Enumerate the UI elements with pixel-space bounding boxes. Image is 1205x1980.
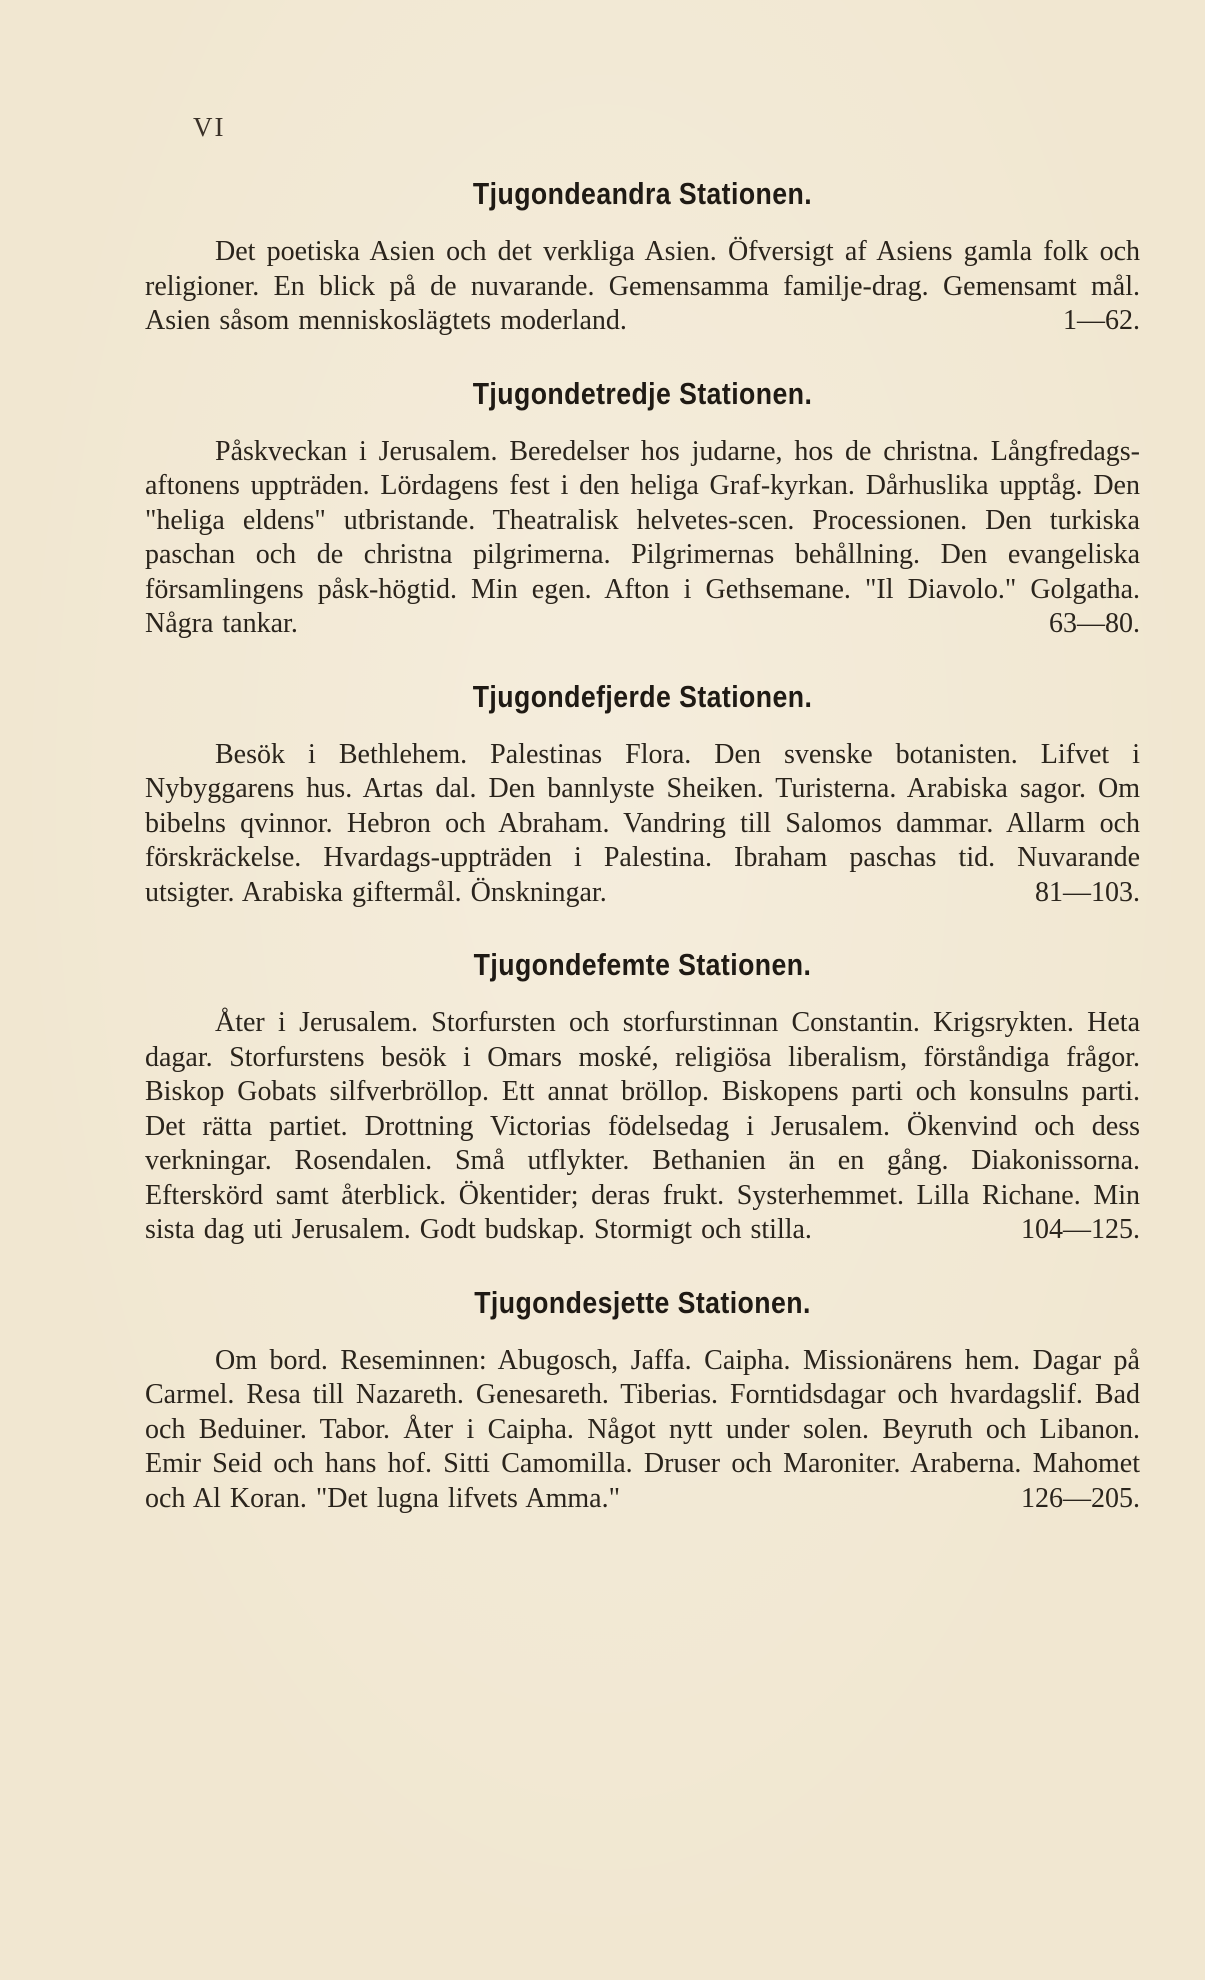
section-title: Tjugondefjerde Stationen. — [472, 678, 813, 714]
page-range: 104—125. — [1021, 1214, 1140, 1245]
page-range: 126—205. — [1021, 1482, 1140, 1514]
toc-section — [145, 175, 1140, 339]
section-summary — [145, 235, 1140, 339]
section-summary — [145, 1006, 1140, 1248]
section-title: Tjugondefemte Stationen. — [473, 947, 812, 982]
section-title: Tjugondesjette Stationen. — [474, 1284, 811, 1320]
section-title: Tjugondeandra Stationen. — [472, 176, 813, 211]
section-title: Tjugondetredje Stationen. — [472, 375, 813, 411]
section-summary-text: Om bord. Reseminnen: Abugosch, Jaffa. Caipha. Missionärens hem. Dagar på Carmel. Resa till Nazareth. Genesareth. Tiberias. Forntidsdagar och hvardagslif. Bad och Beduiner. Tabor. Åter i Caipha. Något nytt under solen. Beyruth och Libanon. Emir Seid och hans hof. Sitti Camomilla. Druser och Maroniter. Araberna. Mahomet och Al Koran. "Det lugna lifvets Amma." — [145, 1344, 1140, 1514]
page-range: 1—62. — [1063, 305, 1140, 336]
toc-section — [145, 678, 1140, 911]
page-range: 81—103. — [1035, 876, 1140, 908]
section-summary-text: Påskveckan i Jerusalem. Beredelser hos judarne, hos de christna. Långfredags-aftonens uppträden. Lördagens fest i den heliga Graf-kyrkan. Dårhuslika upptåg. Den "heliga eldens" utbristande. Theatralisk helvetes-scen. Processionen. Den turkiska paschan och de christna pilgrimerna. Pilgrimernas behållning. Den evangeliska församlingens påsk-högtid. Min egen. Afton i Gethsemane. "Il Diavolo." Golgatha. Några tankar. — [145, 435, 1140, 639]
section-summary-text: Åter i Jerusalem. Storfursten och storfurstinnan Constantin. Krigsrykten. Heta dagar. Storfurstens besök i Omars moské, religiösa liberalism, förståndiga frågor. Biskop Gobats silfverbröllop. Ett annat bröllop. Biskopens parti och konsulns parti. Det rätta partiet. Drottning Victorias födelsedag i Jerusalem. Ökenvind och dess verkningar. Rosendalen. Små utflykter. Bethanien än en gång. Diakonissorna. Efterskörd samt återblick. Ökentider; deras frukt. Systerhemmet. Lilla Richane. Min sista dag uti Jerusalem. Godt budskap. Stormigt och stilla. — [145, 1007, 1140, 1245]
section-summary — [145, 738, 1140, 911]
page-number: VI — [193, 112, 226, 142]
table-of-contents — [145, 175, 1140, 1552]
toc-section — [145, 946, 1140, 1248]
page-range: 63—80. — [1049, 608, 1140, 639]
section-summary — [145, 1344, 1140, 1517]
section-summary-text: Besök i Bethlehem. Palestinas Flora. Den svenske botanisten. Lifvet i Nybyggarens hus. Artas dal. Den bannlyste Sheiken. Turisterna. Arabiska sagor. Om bibelns qvinnor. Hebron och Abraham. Vandring till Salomos dammar. Allarm och förskräckelse. Hvardags-uppträden i Palestina. Ibraham paschas tid. Nuvarande utsigter. Arabiska giftermål. Önskningar. — [145, 738, 1140, 908]
section-summary-text: Det poetiska Asien och det verkliga Asien. Öfversigt af Asiens gamla folk och religioner. En blick på de nuvarande. Gemensamma familje-drag. Gemensamt mål. Asien såsom menniskoslägtets moderland. — [145, 236, 1140, 336]
toc-section — [145, 375, 1140, 642]
section-summary — [145, 435, 1140, 642]
toc-section — [145, 1284, 1140, 1517]
